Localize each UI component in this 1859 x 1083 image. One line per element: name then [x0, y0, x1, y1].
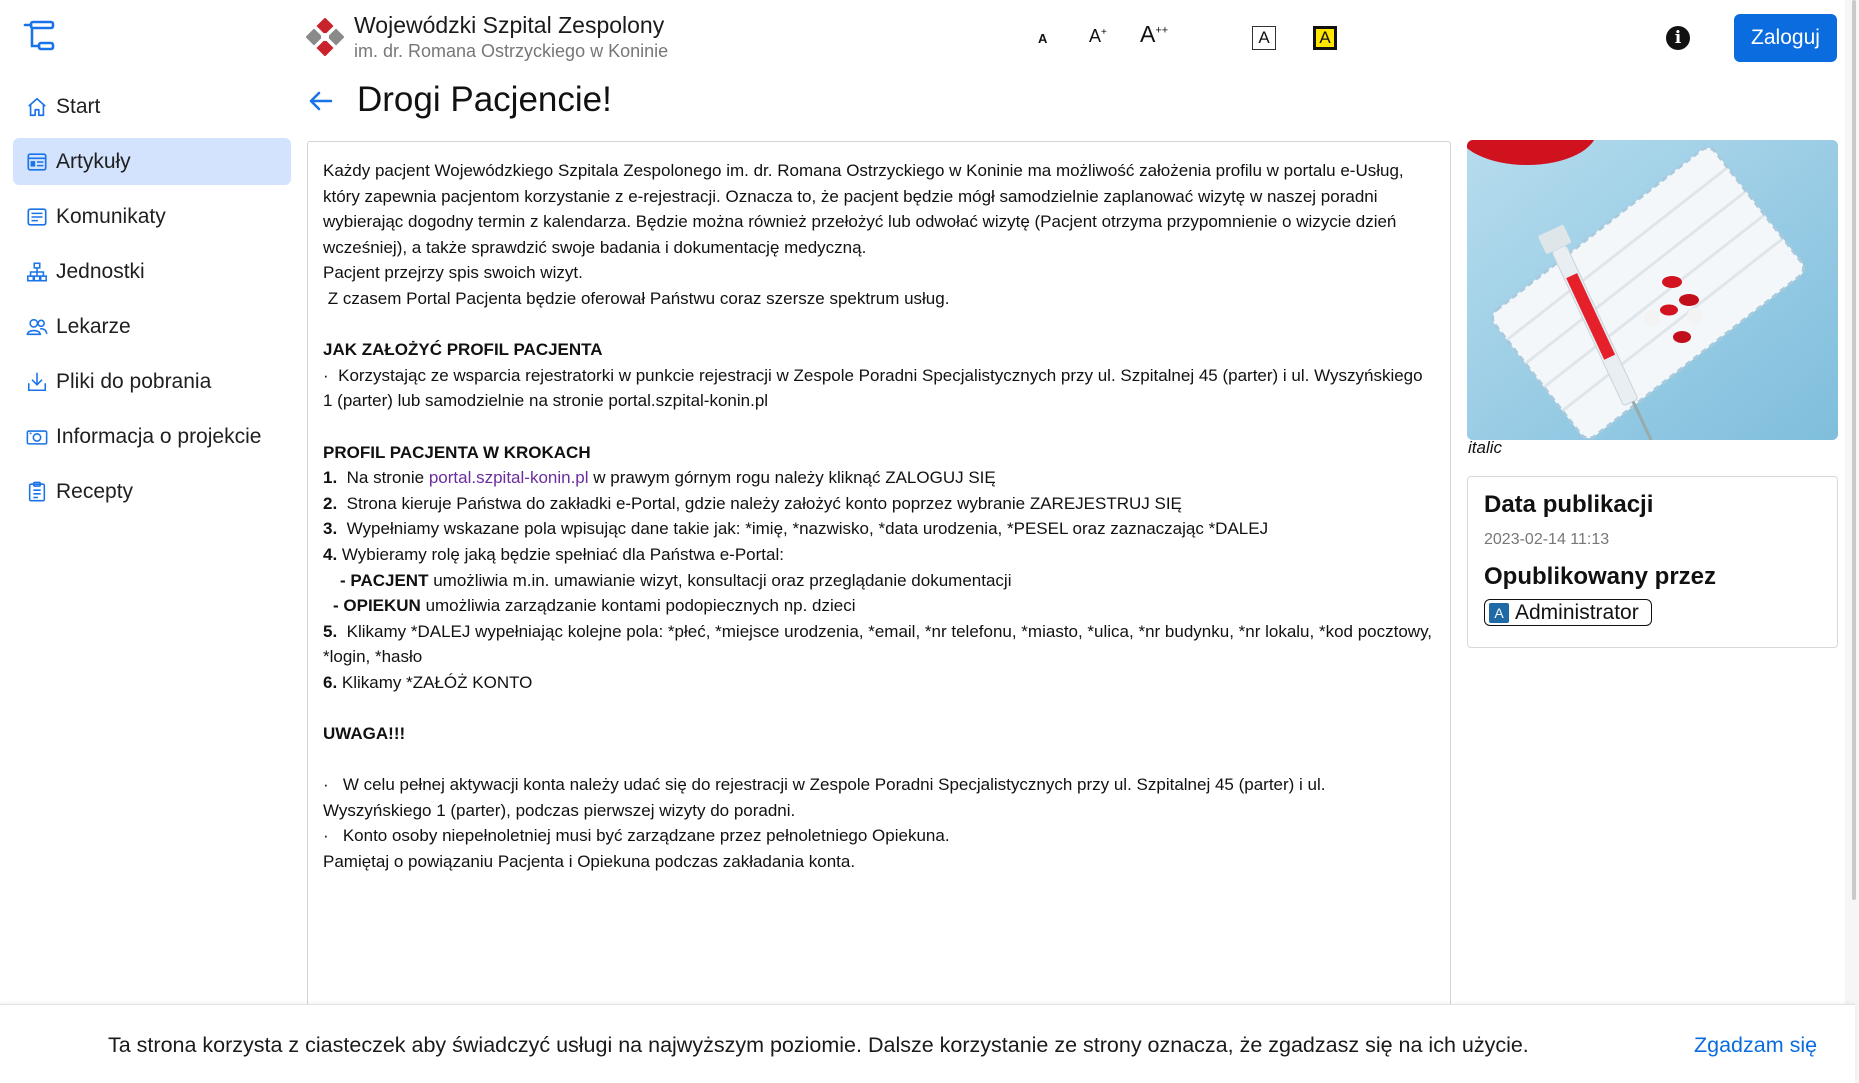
- publication-date: 2023-02-14 11:13: [1484, 531, 1610, 548]
- step-3: [323, 516, 1435, 542]
- app-logo-icon[interactable]: [22, 18, 58, 54]
- announcement-icon: [25, 205, 49, 229]
- step-text: Klikamy *ZAŁÓŻ KONTO: [337, 672, 533, 692]
- back-arrow-icon[interactable]: [305, 86, 335, 116]
- step-text: Strona kieruje Państwa do zakładki e-Portal, gdzie należy założyć konto poprzez wybranie ZAREJESTRUJ SIĘ: [337, 493, 1182, 513]
- contrast-normal-button[interactable]: A: [1252, 26, 1276, 50]
- step-text: Wypełniamy wskazane pola wpisując dane takie jak: *imię, *nazwisko, *data urodzenia, *PESEL oraz zaznaczając *DALEJ: [337, 519, 1269, 539]
- spacer: [323, 414, 1435, 440]
- article-intro: Każdy pacjent Wojewódzkiego Szpitala Zespolonego im. dr. Romana Ostrzyckiego w Koninie ma możliwość założenia profilu w portalu e-Usług, który zapewnia pacjentom korzystanie z e-rejestracji. Oznacza to, że pacjent będzie mógł samodzielnie zaplanować wizytę w naszej poradni wybierając dogodny termin z kalendarza. Będzie można również przełożyć lub odwołać wizytę (Pacjent otrzyma przypomnienie o wizycie dzień wcześniej), a także sprawdzić swoje badania i dokumentację medyczną.: [323, 161, 1404, 257]
- sidebar-item-label: Jednostki: [56, 259, 145, 283]
- step-number: 1.: [323, 468, 338, 488]
- step-text: Na stronie: [337, 468, 429, 488]
- image-caption: italic: [1468, 438, 1503, 457]
- font-size-medium-button[interactable]: [1089, 26, 1107, 47]
- doctors-icon: [25, 315, 49, 339]
- prescription-icon: [25, 480, 49, 504]
- org-structure-icon: [25, 260, 49, 284]
- sidebar-item-start[interactable]: [13, 83, 291, 130]
- download-icon: [25, 370, 49, 394]
- step-2: [323, 491, 1435, 517]
- article-image: [1467, 140, 1838, 440]
- step-text: Klikamy *DALEJ wypełniając kolejne pola: *płeć, *miejsce urodzenia, *email, *nr telefonu, *miasto, *ulica, *nr budynku, *nr lokalu, *kod pocztowy, *login, *hasło: [323, 621, 1437, 667]
- author-heading: Opublikowany przez: [1484, 563, 1717, 590]
- sidebar: [0, 0, 302, 1083]
- sidebar-item-label: Komunikaty: [56, 204, 166, 228]
- warning-item: · W celu pełnej aktywacji konta należy udać się do rejestracji w Zespole Poradni Specjalistycznych przy ul. Szpitalnej 45 (parter) i ul. Wyszyńskiego 1 (parter), podczas pierwszej wizyty do poradni.: [323, 775, 1331, 820]
- sidebar-item-label: Recepty: [56, 479, 134, 503]
- sidebar-item-pliki[interactable]: [13, 358, 291, 405]
- warning-item: · Konto osoby niepełnoletniej musi być zarządzane przez pełnoletniego Opiekuna.: [323, 826, 950, 846]
- role-text: umożliwia m.in. umawianie wizyt, konsultacji oraz przeglądanie dokumentacji: [428, 570, 1012, 590]
- step-number: 2.: [323, 493, 338, 513]
- article-paragraph: Z czasem Portal Pacjenta będzie oferował Państwu coraz szersze spektrum usług.: [323, 288, 950, 308]
- role-name: - PACJENT: [340, 570, 429, 590]
- role-pacjent: [323, 568, 1435, 594]
- step-1: [323, 465, 1435, 491]
- sidebar-item-label: Informacja o projekcie: [56, 424, 262, 448]
- sidebar-item-informacja[interactable]: [13, 413, 291, 460]
- step-number: 5.: [323, 621, 338, 641]
- main-nav: [13, 83, 291, 523]
- portal-link[interactable]: portal.szpital-konin.pl: [428, 468, 589, 488]
- step-number: 6.: [323, 672, 338, 692]
- top-header: [302, 0, 1859, 80]
- role-opiekun: [323, 593, 1435, 619]
- author-name: Administrator: [1515, 600, 1639, 624]
- spacer: [323, 695, 1435, 721]
- contrast-high-button[interactable]: A: [1313, 26, 1337, 50]
- scrollbar-thumb[interactable]: [1852, 0, 1856, 900]
- author-chip[interactable]: [1484, 599, 1652, 626]
- spacer: [323, 312, 1435, 338]
- article-icon: [25, 150, 49, 174]
- sidebar-item-label: Lekarze: [56, 314, 131, 338]
- font-medium-label: A: [1089, 26, 1102, 46]
- sidebar-item-jednostki[interactable]: [13, 248, 291, 295]
- step-text: w prawym górnym rogu należy kliknąć ZALOGUJ SIĘ: [588, 468, 996, 488]
- sidebar-item-lekarze[interactable]: [13, 303, 291, 350]
- font-large-label: A: [1140, 21, 1156, 47]
- hospital-name[interactable]: Wojewódzki Szpital Zespolony: [354, 12, 665, 38]
- project-icon: [25, 425, 49, 449]
- cookie-accept-button[interactable]: Zgadzam się: [1694, 1033, 1818, 1057]
- cookie-text: Ta strona korzysta z ciasteczek aby świadczyć usługi na najwyższym poziomie. Dalsze korzystanie ze strony oznacza, że zgadzasz się na ich użycie.: [108, 1033, 1529, 1057]
- section-heading: JAK ZAŁOŻYĆ PROFIL PACJENTA: [323, 340, 603, 360]
- warning-item: Pamiętaj o powiązaniu Pacjenta i Opiekuna podczas zakładania konta.: [323, 852, 856, 872]
- info-icon[interactable]: i: [1666, 26, 1690, 50]
- article-paragraph: Pacjent przejrzy spis swoich wizyt.: [323, 263, 583, 283]
- step-text: Wybieramy rolę jaką będzie spełniać dla Państwa e-Portal:: [337, 544, 784, 564]
- sidebar-item-recepty[interactable]: [13, 468, 291, 515]
- font-small-label: A: [1038, 31, 1048, 46]
- hospital-subtitle: im. dr. Romana Ostrzyckiego w Koninie: [354, 41, 669, 61]
- font-large-sup: ++: [1155, 24, 1169, 37]
- sidebar-item-label: Pliki do pobrania: [56, 369, 212, 393]
- article-body: [307, 141, 1451, 1011]
- cookie-banner: [0, 1004, 1855, 1083]
- sidebar-item-komunikaty[interactable]: [13, 193, 291, 240]
- sidebar-item-artykuly[interactable]: [13, 138, 291, 185]
- section-heading: PROFIL PACJENTA W KROKACH: [323, 442, 591, 462]
- page-title: Drogi Pacjencie!: [357, 80, 612, 119]
- article-paragraph: · Korzystając ze wsparcia rejestratorki w punkcie rejestracji w Zespole Poradni Specjalistycznych przy ul. Szpitalnej 45 (parter) i ul. Wyszyńskiego 1 (parter) lub samodzielnie na stronie portal.szpital-konin.pl: [323, 365, 1428, 411]
- hospital-logo-icon[interactable]: [306, 18, 344, 56]
- step-number: 4.: [323, 544, 338, 564]
- publication-card: [1467, 476, 1838, 648]
- role-text: umożliwia zarządzanie kontami podopiecznych np. dzieci: [420, 596, 856, 616]
- step-4: [323, 542, 1435, 568]
- avatar: A: [1489, 603, 1509, 623]
- publication-date-heading: Data publikacji: [1484, 491, 1654, 518]
- font-size-large-button[interactable]: [1140, 21, 1168, 48]
- spacer: [323, 747, 1435, 773]
- home-icon: [25, 95, 49, 119]
- section-heading: UWAGA!!!: [323, 724, 406, 744]
- step-5: [323, 619, 1435, 670]
- role-name: - OPIEKUN: [333, 596, 421, 616]
- font-medium-sup: +: [1101, 27, 1107, 38]
- sidebar-item-label: Artykuły: [56, 149, 131, 173]
- font-size-small-button[interactable]: [1038, 31, 1047, 46]
- login-button[interactable]: Zaloguj: [1734, 14, 1837, 62]
- step-6: [323, 670, 1435, 696]
- step-number: 3.: [323, 519, 338, 539]
- sidebar-item-label: Start: [56, 94, 101, 118]
